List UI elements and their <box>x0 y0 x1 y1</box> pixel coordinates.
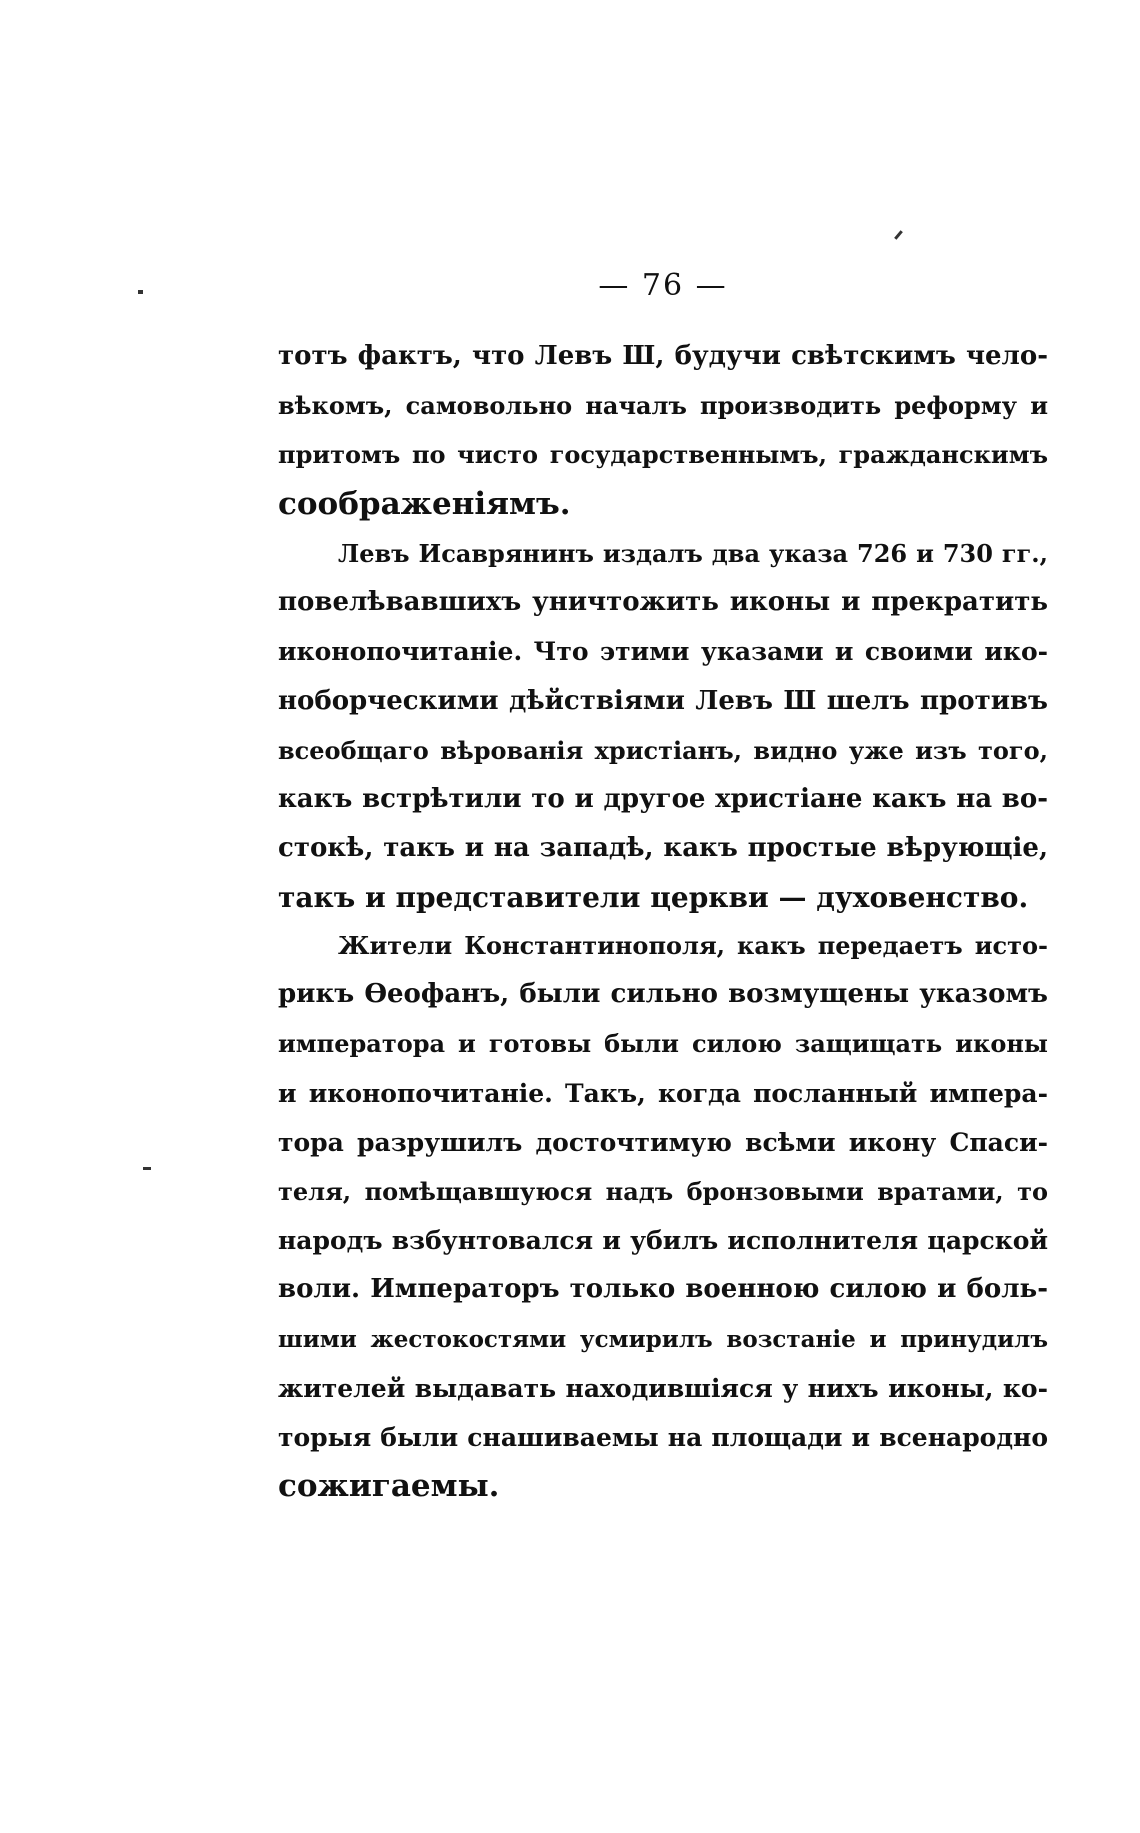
text-line: тотъ фактъ, что Левъ Ш, будучи свѣтскимъ чело- <box>278 341 1048 371</box>
text-line: сожигаемы. <box>278 1468 500 1505</box>
text-line: воли. Императоръ только военною силою и боль- <box>278 1274 1048 1305</box>
paragraph-3 <box>278 921 1048 1511</box>
text-line: соображеніямъ. <box>278 485 571 522</box>
text-line: шими жестокостями усмирилъ возстаніе и принудилъ <box>278 1325 1048 1353</box>
page-number: — 76 — <box>598 268 728 303</box>
text-line: Левъ Исаврянинъ издалъ два указа 726 и 730 гг., <box>338 539 1048 568</box>
paragraph-2 <box>278 529 1048 923</box>
text-line: стокѣ, такъ и на западѣ, какъ простые вѣрующіе, <box>278 833 1048 864</box>
text-line: и иконопочитаніе. Такъ, когда посланный импера- <box>278 1078 1048 1108</box>
text-line: какъ встрѣтили то и другое христіане какъ на во- <box>278 783 1048 814</box>
text-line: ноборческими дѣйствіями Левъ Ш шелъ противъ <box>278 685 1048 716</box>
text-line: иконопочитаніе. Что этими указами и своими ико- <box>278 637 1048 667</box>
text-line: такъ и представители церкви — духовенство. <box>278 881 1029 915</box>
text-line: теля, помѣщавшуюся надъ бронзовыми вратами, то <box>278 1176 1048 1206</box>
text-line: Жители Константинополя, какъ передаетъ исто- <box>338 931 1048 960</box>
scan-speck <box>143 1167 151 1170</box>
text-line: народъ взбунтовался и убилъ исполнителя царской <box>278 1226 1048 1256</box>
text-line: императора и готовы были силою защищать иконы <box>278 1029 1048 1059</box>
scan-speck <box>138 290 143 294</box>
text-line: жителей выдавать находившіяся у нихъ иконы, ко- <box>278 1373 1048 1403</box>
text-line: рикъ Ѳеофанъ, были сильно возмущены указомъ <box>278 979 1048 1010</box>
text-line: всеобщаго вѣрованія христіанъ, видно уже изъ того, <box>278 735 1048 765</box>
paragraph-1 <box>278 332 1048 529</box>
scan-speck <box>894 230 903 240</box>
text-line: повелѣвавшихъ уничтожить иконы и прекратить <box>278 587 1048 618</box>
text-line: вѣкомъ, самовольно началъ производить реформу и <box>278 391 1048 421</box>
text-line: тора разрушилъ досточтимую всѣми икону Спаси- <box>278 1127 1048 1157</box>
text-line: притомъ по чисто государственнымъ, гражданскимъ <box>278 440 1048 470</box>
text-line: торыя были снашиваемы на площади и всенародно <box>278 1422 1048 1452</box>
